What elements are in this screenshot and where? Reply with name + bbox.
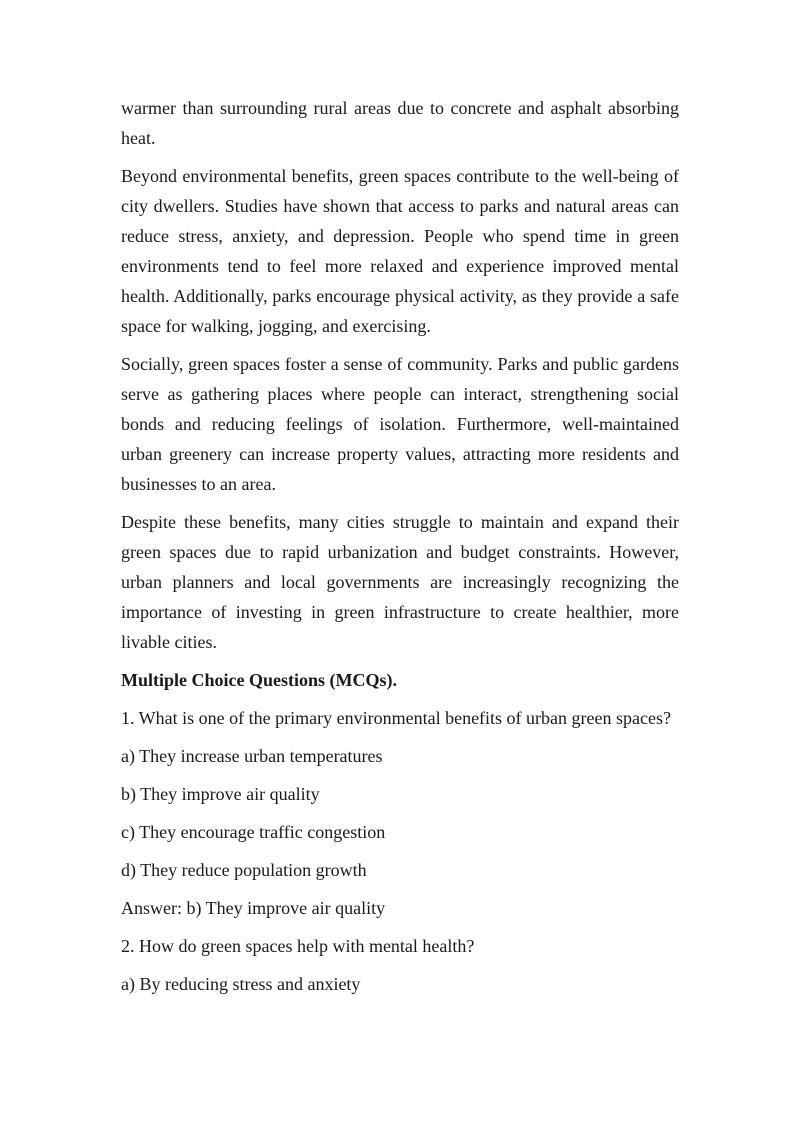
question-1: 1. What is one of the primary environmental benefits of urban green spaces?	[121, 708, 671, 728]
paragraph-community: Socially, green spaces foster a sense of community. Parks and public gardens serve as gathering places where people can interact, strengthening social bonds and reducing feelings of isolation. Furthermore, well-maintained urban greenery can increase property values, attracting more residents and businesses to an area.	[121, 354, 679, 494]
paragraph-challenges: Despite these benefits, many cities struggle to maintain and expand their green spaces due to rapid urbanization and budget constraints. However, urban planners and local governments are increasingly recognizing the importance of investing in green infrastructure to create healthier, more livable cities.	[121, 512, 679, 652]
document-page	[121, 93, 679, 1007]
question-1-answer: Answer: b) They improve air quality	[121, 898, 386, 918]
question-1-option-b: b) They improve air quality	[121, 784, 320, 804]
question-2-option-a: a) By reducing stress and anxiety	[121, 974, 361, 994]
question-1-option-d: d) They reduce population growth	[121, 860, 367, 880]
question-1-option-a: a) They increase urban temperatures	[121, 746, 383, 766]
paragraph-heat-continuation: warmer than surrounding rural areas due to concrete and asphalt absorbing heat.	[121, 98, 679, 148]
mcq-heading: Multiple Choice Questions (MCQs).	[121, 670, 397, 690]
question-1-option-c: c) They encourage traffic congestion	[121, 822, 386, 842]
question-2: 2. How do green spaces help with mental health?	[121, 936, 475, 956]
paragraph-well-being: Beyond environmental benefits, green spaces contribute to the well-being of city dwellers. Studies have shown that access to parks and natural areas can reduce stress, anxiety, and depression. People who spend time in green environments tend to feel more relaxed and experience improved mental health. Additionally, parks encourage physical activity, as they provide a safe space for walking, jogging, and exercising.	[121, 166, 679, 336]
